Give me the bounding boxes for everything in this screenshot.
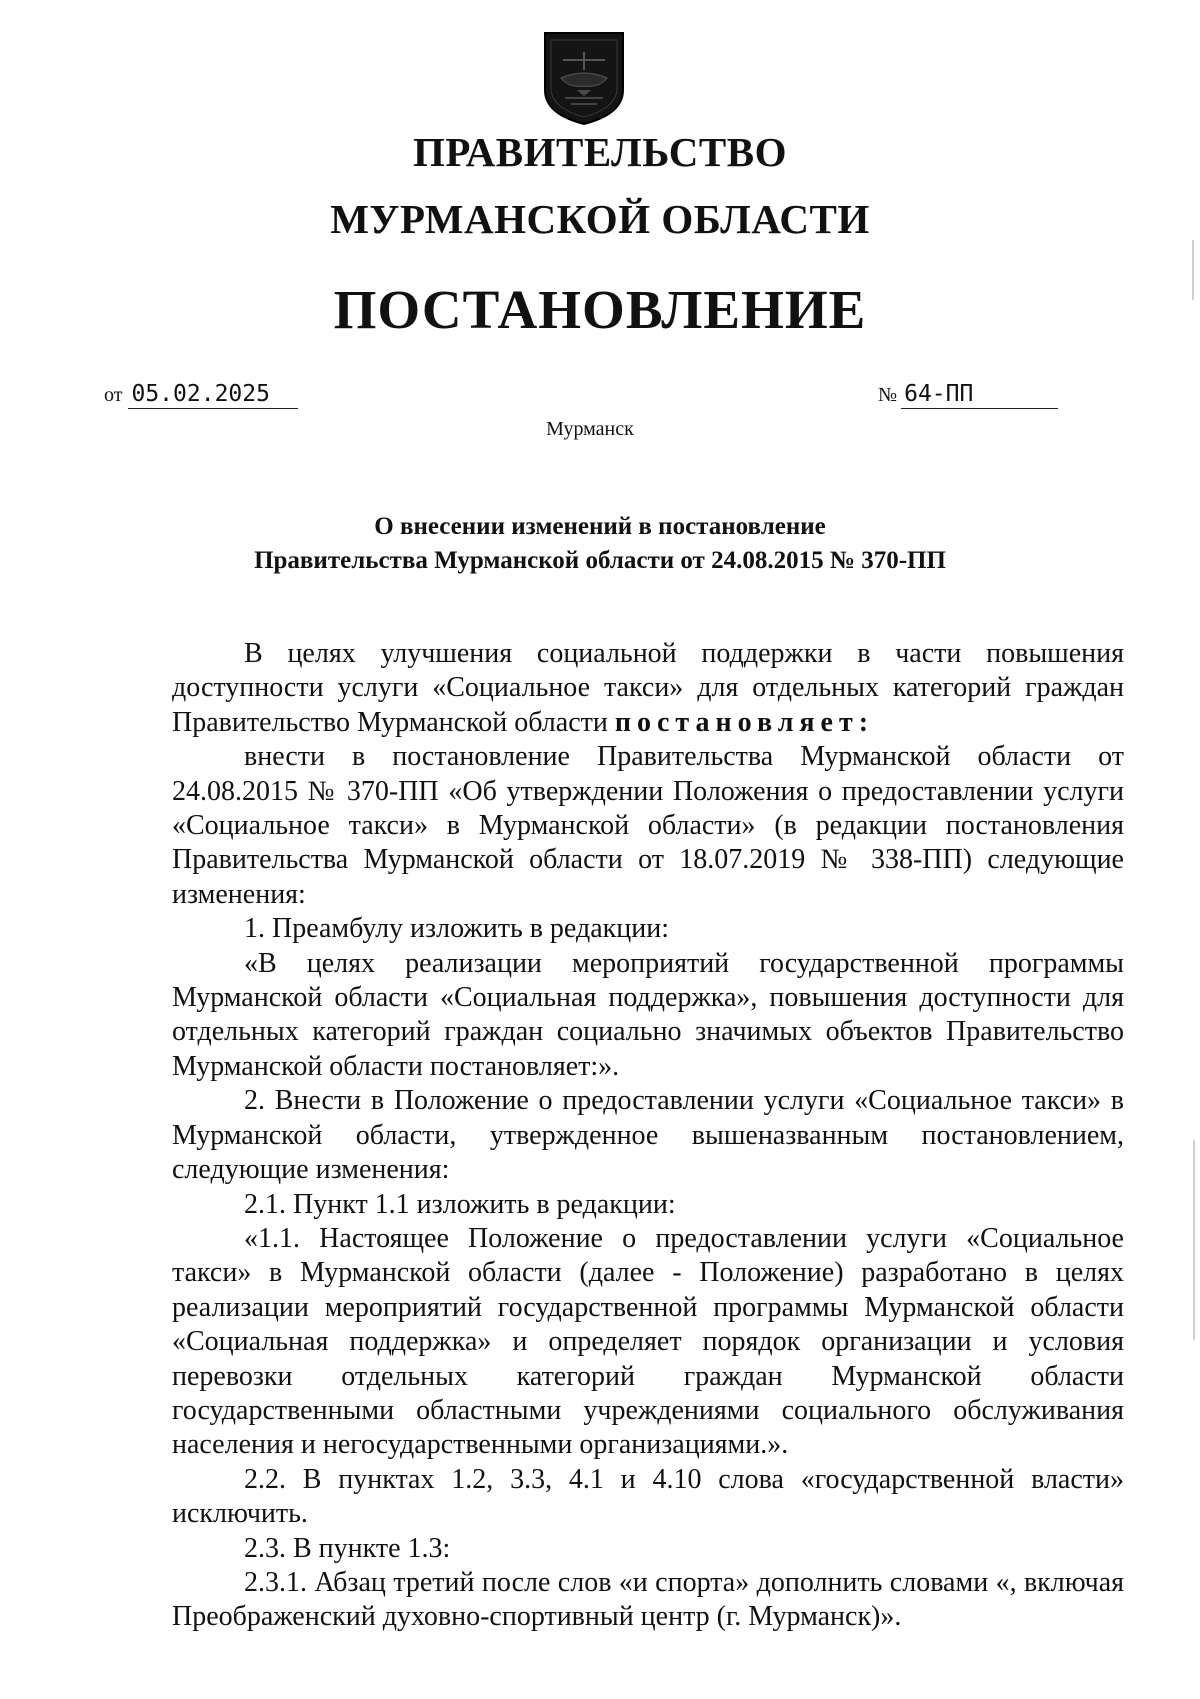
- paragraph-item-2-3: 2.3. В пункте 1.3:: [244, 1532, 451, 1564]
- paragraph-item-2-2: 2.2. В пунктах 1.2, 3.3, 4.1 и 4.10 слова «государственной власти» исключить.: [172, 1463, 1124, 1530]
- document-subject: [0, 510, 1200, 578]
- paragraph-item-1: 1. Преамбулу изложить в редакции:: [244, 913, 670, 945]
- paragraph-item-2-1-text: «1.1. Настоящее Положение о предоставлении услуги «Социальное такси» в Мурманской области (далее - Положение) разработано в целях реализации мероприятий государственной программы Мурманской области «Социальная поддержка» и определяет порядок организации и условия перевозки отдельных категорий граждан Мурманской области государственными областными учреждениями социального обслуживания населения и негосударственными организациями.».: [172, 1222, 1124, 1461]
- government-title-line1: ПРАВИТЕЛЬСТВО: [412, 129, 788, 175]
- paragraph-item-1-text: «В целях реализации мероприятий государственной программы Мурманской области «Социальная поддержка», повышения доступности для отдельных категорий граждан социально значимых объектов Правительство Мурманской области постановляет:».: [172, 947, 1124, 1082]
- scan-edge-mark: [1192, 240, 1194, 300]
- document-city: Мурманск: [546, 418, 634, 440]
- document-body: [172, 637, 1124, 1635]
- murmansk-coat-of-arms-icon: [541, 30, 627, 126]
- paragraph-preamble: [172, 637, 1124, 740]
- number-prefix: №: [878, 384, 898, 406]
- preamble-text: В целях улучшения социальной поддержки в части повышения доступности услуги «Социальное такси» для отдельных категорий граждан Правительство Мурманской области: [172, 638, 1124, 738]
- document-type-title: ПОСТАНОВЛЕНИЕ: [333, 279, 867, 340]
- subject-line1: О внесении изменений в постановление: [374, 513, 826, 540]
- paragraph-amend-intro: внести в постановление Правительства Мурманской области от 24.08.2015 № 370-ПП «Об утверждении Положения о предоставлении услуги «Социальное такси» в Мурманской области» (в редакции постановления Правительства Мурманской области от 18.07.2019 № 338-ПП) следующие изменения:: [172, 741, 1124, 910]
- document-date: 05.02.2025: [128, 380, 298, 409]
- date-prefix: от: [104, 384, 123, 406]
- scan-edge-mark: [1193, 1140, 1195, 1340]
- document-date-row: [104, 380, 298, 410]
- paragraph-item-2: 2. Внести в Положение о предоставлении услуги «Социальное такси» в Мурманской области, утвержденное вышеназванным постановлением, следующие изменения:: [172, 1085, 1124, 1186]
- paragraph-item-2-1: 2.1. Пункт 1.1 изложить в редакции:: [244, 1188, 676, 1220]
- subject-line2: Правительства Мурманской области от 24.08.2015 № 370-ПП: [254, 547, 946, 574]
- preamble-resolves: постановляет:: [614, 706, 875, 738]
- government-title-line2: МУРМАНСКОЙ ОБЛАСТИ: [330, 196, 870, 242]
- document-number: 64-ПП: [901, 380, 1058, 409]
- document-number-row: [878, 380, 1058, 410]
- paragraph-item-2-3-1: 2.3.1. Абзац третий после слов «и спорта» дополнить словами «, включая Преображенский духовно-спортивный центр (г. Мурманск)».: [172, 1566, 1124, 1633]
